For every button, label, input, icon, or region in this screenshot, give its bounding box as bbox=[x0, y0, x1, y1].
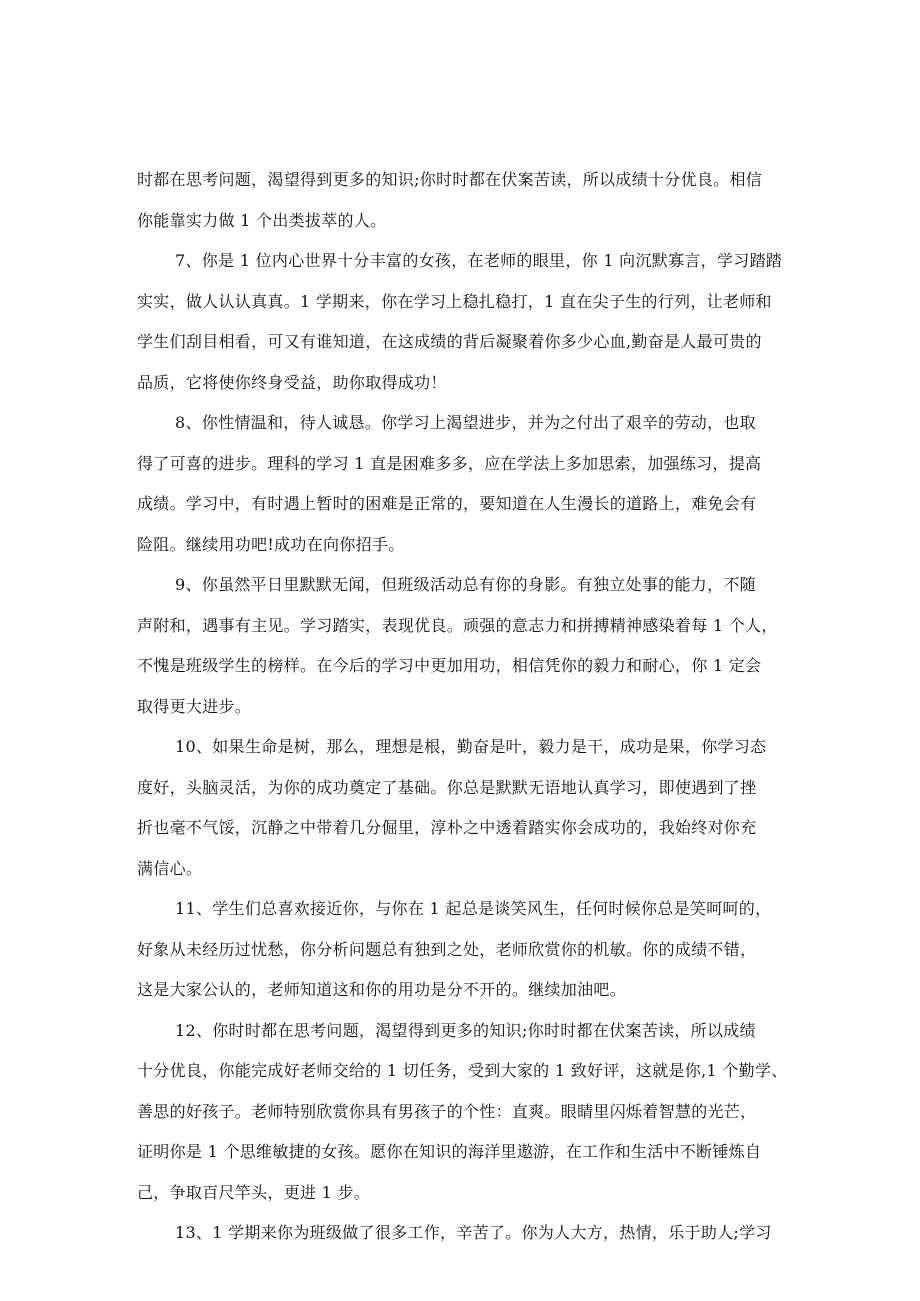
text-line: 满信心。 bbox=[137, 858, 203, 878]
paragraph-8 bbox=[137, 403, 787, 565]
text-line: 8、你性情温和，待人诚恳。你学习上渴望进步，并为之付出了艰辛的劳动，也取 bbox=[175, 413, 756, 432]
text-line: 不愧是班级学生的榜样。在今后的学习中更加用功，相信凭你的毅力和耐心，你 1 定会 bbox=[137, 656, 762, 675]
text-line: 品质，它将使你终身受益，助你取得成功！ bbox=[137, 372, 447, 392]
document-body bbox=[137, 160, 787, 1254]
paragraph-12 bbox=[137, 1011, 787, 1214]
text-line: 折也毫不气馁，沉静之中带着几分倔里，淳朴之中透着踏实你会成功的，我始终对你充 bbox=[137, 818, 757, 837]
text-line: 度好，头脑灵活，为你的成功奠定了基础。你总是默默无语地认真学习，即使遇到了挫 bbox=[137, 777, 757, 797]
text-line: 声附和，遇事有主见。学习踏实，表现优良。顽强的意志力和拼搏精神感染着每 1 个人， bbox=[137, 615, 778, 635]
text-line: 学生们刮目相看，可又有谁知道，在这成绩的背后凝聚着你多少心血,勤奋是人最可贵的 bbox=[137, 332, 762, 351]
paragraph-9 bbox=[137, 565, 787, 727]
text-line: 你能靠实力做 1 个出类拔萃的人。 bbox=[137, 210, 387, 230]
text-line: 时都在思考问题，渴望得到更多的知识;你时时都在伏案苦读，所以成绩十分优良。相信 bbox=[137, 170, 763, 189]
text-line: 好象从未经历过忧愁，你分析问题总有独到之处，老师欣赏你的机敏。你的成绩不错， bbox=[137, 939, 757, 959]
paragraph-continuation bbox=[137, 160, 787, 241]
text-line: 取得更大进步。 bbox=[137, 696, 252, 716]
text-line: 11、学生们总喜欢接近你，与你在 1 起总是谈笑风生，任何时候你总是笑呵呵的， bbox=[175, 899, 772, 918]
text-line: 这是大家公认的，老师知道这和你的用功是分不开的。继续加油吧。 bbox=[137, 980, 627, 999]
text-line: 十分优良，你能完成好老师交给的 1 切任务，受到大家的 1 致好评，这就是你,1 个勤学、 bbox=[137, 1061, 788, 1080]
text-line: 实实，做人认认真真。1 学期来，你在学习上稳扎稳打，1 直在尖子生的行列，让老师和 bbox=[137, 291, 772, 311]
text-line: 善思的好孩子。老师特别欣赏你具有男孩子的个性：直爽。眼睛里闪烁着智慧的光芒， bbox=[137, 1101, 757, 1121]
text-line: 得了可喜的进步。理科的学习 1 直是困难多多，应在学法上多加思索，加强练习，提高 bbox=[137, 453, 762, 473]
text-line: 险阻。继续用功吧!成功在向你招手。 bbox=[137, 534, 405, 554]
paragraph-10 bbox=[137, 727, 787, 889]
text-line: 证明你是 1 个思维敏捷的女孩。愿你在知识的海洋里遨游，在工作和生活中不断锤炼自 bbox=[137, 1142, 762, 1161]
text-line: 7、你是 1 位内心世界十分丰富的女孩，在老师的眼里，你 1 向沉默寡言，学习踏踏 bbox=[175, 251, 783, 270]
text-line: 12、你时时都在思考问题，渴望得到更多的知识;你时时都在伏案苦读，所以成绩 bbox=[175, 1020, 756, 1040]
text-line: 10、如果生命是树，那么，理想是根，勤奋是叶，毅力是干，成功是果，你学习态 bbox=[175, 737, 767, 756]
paragraph-13 bbox=[137, 1213, 787, 1254]
paragraph-11 bbox=[137, 889, 787, 1011]
paragraph-7 bbox=[137, 241, 787, 403]
text-line: 成绩。学习中，有时遇上暂时的困难是正常的，要知道在人生漫长的道路上，难免会有 bbox=[137, 494, 757, 513]
text-line: 己，争取百尺竿头，更进 1 步。 bbox=[137, 1182, 371, 1202]
text-line: 13、1 学期来你为班级做了很多工作，辛苦了。你为人大方，热情，乐于助人;学习 bbox=[175, 1223, 772, 1242]
text-line: 9、你虽然平日里默默无闻，但班级活动总有你的身影。有独立处事的能力，不随 bbox=[175, 575, 756, 594]
